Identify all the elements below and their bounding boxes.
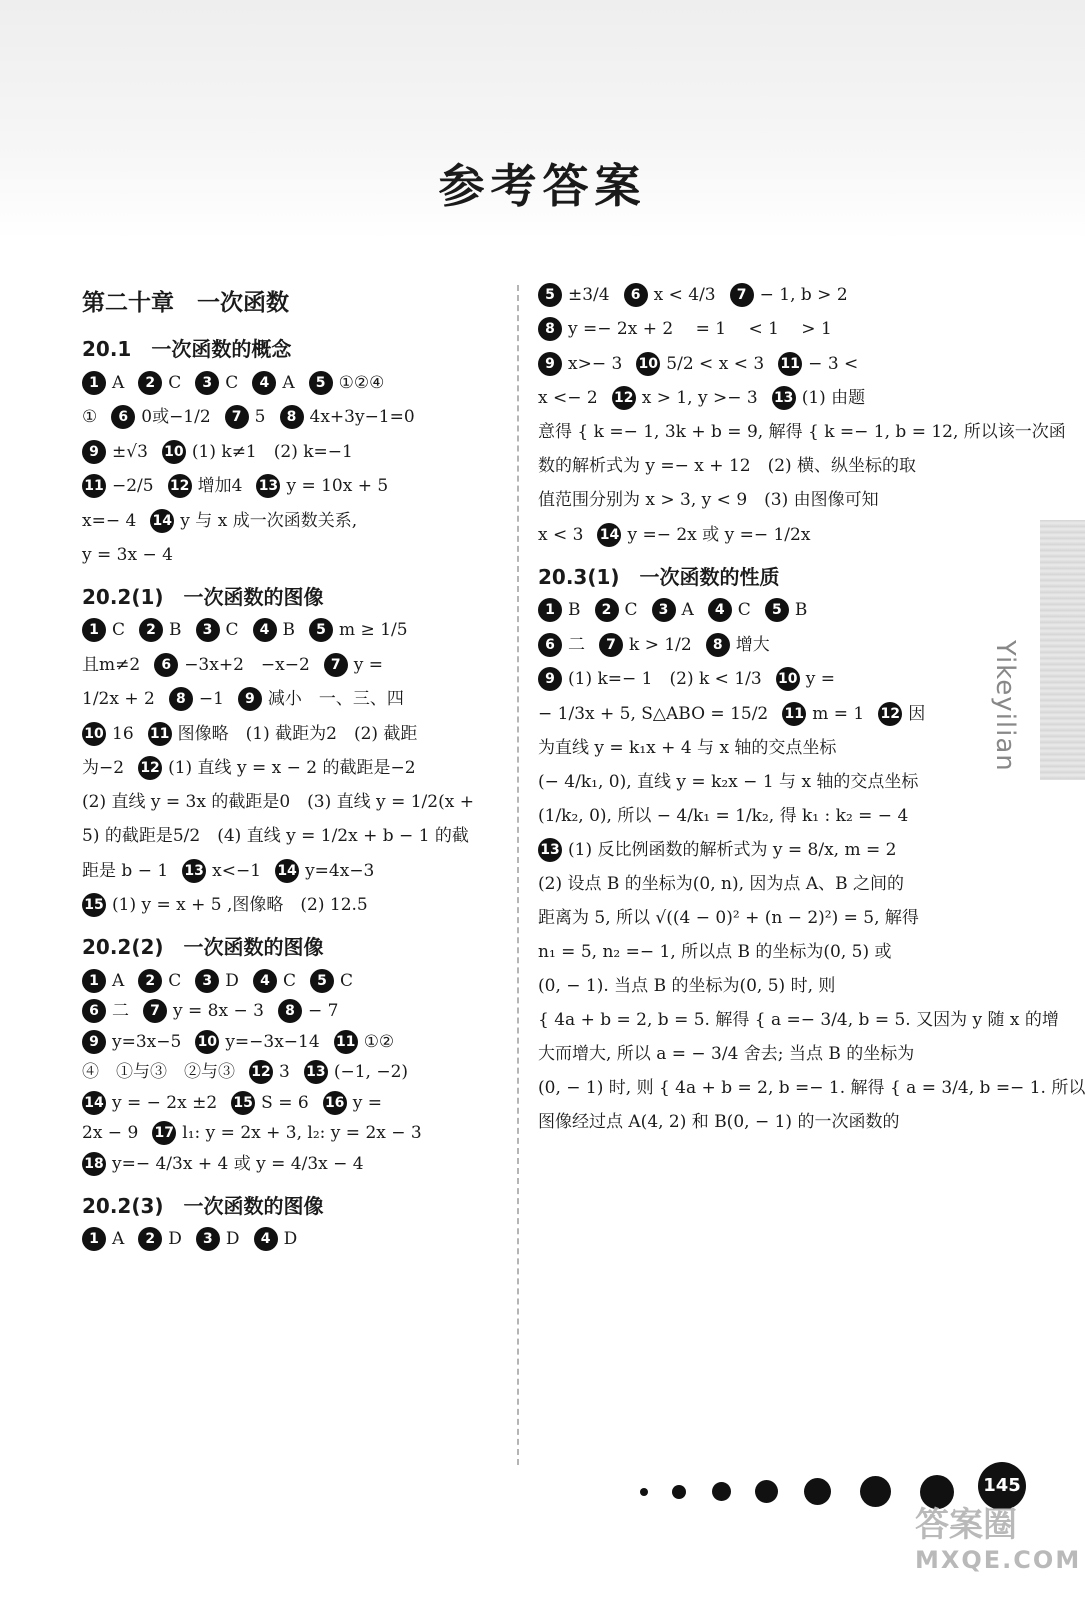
answer-text: y =− 2x + 2 = 1 < 1 > 1 — [568, 319, 832, 339]
decor-dot — [860, 1476, 891, 1507]
answer-text: y = — [352, 1092, 382, 1113]
answer-line: (2) 直线 y = 3x 的截距是0 (3) 直线 y = 1/2(x + — [82, 792, 474, 812]
answer-line — [82, 1227, 502, 1252]
answer-line — [82, 1121, 502, 1146]
answer-text: (1) 直线 y = x − 2 的截距是−2 — [168, 758, 416, 778]
answer-text: x <− 2 — [538, 388, 598, 408]
answer-text: x<−1 — [212, 860, 262, 881]
answer-text: 图像略 (1) 截距为2 (2) 截距 — [177, 723, 418, 744]
answer-text: y=−3x−14 — [225, 1031, 320, 1052]
question-number-badge: 1 — [82, 618, 106, 642]
section-title: 20.2(1) 一次函数的图像 — [82, 584, 324, 609]
question-number-badge: 6 — [538, 633, 562, 657]
question-number-badge: 6 — [154, 653, 178, 677]
answer-line: 数的解析式为 y =− x + 12 (2) 横、纵坐标的取 — [538, 456, 917, 476]
answer-text: (1) y = x + 5 ,图像略 (2) 12.5 — [112, 895, 368, 915]
answer-text: −3x+2 −x−2 — [184, 654, 310, 675]
answer-line — [82, 893, 502, 918]
question-number-badge: 11 — [782, 702, 806, 726]
question-number-badge: 8 — [280, 405, 304, 429]
section-title: 20.2(2) 一次函数的图像 — [82, 935, 324, 959]
answer-line — [82, 968, 502, 993]
question-number-badge: 14 — [597, 523, 621, 547]
section-title: 20.2(3) 一次函数的图像 — [82, 1193, 324, 1218]
question-number-badge: 8 — [169, 687, 193, 711]
answer-text: B — [169, 620, 182, 640]
answer-line — [82, 756, 502, 781]
answer-text: − 1, b > 2 — [759, 284, 848, 305]
question-number-badge: 12 — [168, 474, 192, 498]
page-title: 参考答案 — [438, 159, 647, 213]
answer-text: 且m≠2 — [82, 654, 141, 675]
question-number-badge: 11 — [148, 722, 172, 746]
answer-text: S = 6 — [261, 1092, 309, 1113]
question-number-badge: 17 — [152, 1121, 176, 1145]
answer-line: y = 3x − 4 — [82, 544, 173, 565]
answer-line — [82, 370, 502, 395]
question-number-badge: 4 — [253, 618, 277, 642]
answer-text: C — [225, 372, 239, 393]
answer-text: C — [339, 970, 353, 991]
answer-line: (0, − 1) 时, 则 { 4a + b = 2, b =− 1. 解得 { a = 3/4, b =− 1. 所以 — [538, 1078, 1085, 1098]
decor-dot — [920, 1475, 954, 1509]
answer-line: { 4a + b = 2, b = 5. 解得 { a =− 3/4, b = 5. 又因为 y 随 x 的增 — [538, 1010, 1059, 1030]
answer-text: ① — [82, 407, 98, 427]
answer-text: B — [282, 620, 296, 640]
answer-text: A — [282, 372, 295, 393]
decor-dot — [672, 1485, 686, 1499]
question-number-badge: 7 — [143, 999, 167, 1023]
answer-text: 5 — [254, 407, 266, 427]
question-number-badge: 3 — [652, 598, 676, 622]
question-number-badge: 6 — [624, 283, 648, 307]
question-number-badge: 4 — [252, 371, 276, 395]
answer-line: 5) 的截距是5/2 (4) 直线 y = 1/2x + b − 1 的截 — [82, 826, 469, 846]
question-number-badge: 10 — [195, 1030, 219, 1054]
answer-text: y=3x−5 — [112, 1031, 182, 1052]
side-brand-text: Yikeyilian — [990, 640, 1020, 772]
section-title: 20.1 一次函数的概念 — [82, 337, 292, 361]
question-number-badge: 11 — [82, 474, 106, 498]
answer-text: y 与 x 成一次函数关系, — [180, 510, 358, 531]
answer-text: (1) 反比例函数的解析式为 y = 8/x, m = 2 — [568, 840, 897, 860]
answer-line — [82, 474, 502, 499]
question-number-badge: 6 — [82, 999, 106, 1023]
watermark-en: MXQE.COM — [915, 1546, 1082, 1574]
question-number-badge: 13 — [304, 1060, 328, 1084]
answer-text: y = 8x − 3 — [173, 1001, 264, 1021]
answer-line — [538, 522, 958, 547]
question-number-badge: 13 — [182, 859, 206, 883]
answer-line — [82, 508, 502, 533]
question-number-badge: 3 — [196, 618, 220, 642]
answer-text: y =− 2x 或 y =− 1/2x — [627, 524, 811, 545]
answer-text: −2/5 — [112, 476, 154, 496]
question-number-badge: 2 — [138, 969, 162, 993]
answer-line: n₁ = 5, n₂ =− 1, 所以点 B 的坐标为(0, 5) 或 — [538, 942, 892, 962]
chapter-title: 第二十章 一次函数 — [82, 290, 289, 316]
question-number-badge: 13 — [772, 386, 796, 410]
question-number-badge: 2 — [595, 598, 619, 622]
answer-text: 16 — [112, 723, 134, 744]
question-number-badge: 13 — [538, 838, 562, 862]
answer-text: x < 4/3 — [653, 284, 716, 305]
decor-dot — [640, 1488, 648, 1496]
question-number-badge: 14 — [150, 509, 174, 533]
question-number-badge: 10 — [776, 667, 800, 691]
question-number-badge: 7 — [324, 653, 348, 677]
answer-text: m ≥ 1/5 — [339, 620, 408, 640]
answer-text: 1/2x + 2 — [82, 689, 155, 709]
answer-text: C — [112, 620, 126, 640]
answer-text: 距是 b − 1 — [82, 860, 169, 881]
answer-line — [82, 405, 502, 430]
answer-text: ±3/4 — [568, 284, 610, 305]
answer-line: (0, − 1). 当点 B 的坐标为(0, 5) 时, 则 — [538, 976, 836, 996]
answer-text: 4x+3y−1=0 — [309, 407, 415, 427]
question-number-badge: 5 — [538, 283, 562, 307]
question-number-badge: 10 — [636, 352, 660, 376]
answer-text: y = — [353, 654, 384, 675]
answer-text: 3 — [279, 1062, 290, 1082]
decor-dot — [755, 1480, 778, 1503]
answer-text: x < 3 — [538, 524, 584, 545]
question-number-badge: 5 — [310, 969, 334, 993]
question-number-badge: 4 — [254, 1227, 278, 1251]
answer-text: (1) k≠1 (2) k=−1 — [191, 441, 353, 462]
answer-line — [82, 1029, 502, 1054]
answer-line — [538, 598, 958, 623]
answer-text: 为−2 — [82, 758, 125, 778]
question-number-badge: 3 — [196, 1227, 220, 1251]
question-number-badge: 1 — [82, 969, 106, 993]
answer-line: 值范围分别为 x > 3, y < 9 (3) 由图像可知 — [538, 490, 879, 510]
question-number-badge: 12 — [138, 756, 162, 780]
answer-line: 为直线 y = k₁x + 4 与 x 轴的交点坐标 — [538, 737, 837, 758]
answer-text: ①②④ — [338, 372, 385, 393]
question-number-badge: 2 — [138, 371, 162, 395]
answer-text: C — [168, 372, 182, 393]
question-number-badge: 7 — [730, 283, 754, 307]
answer-line — [82, 721, 502, 746]
answer-text: 2x − 9 — [82, 1123, 139, 1143]
question-number-badge: 15 — [231, 1091, 255, 1115]
answer-text: m = 1 — [812, 703, 865, 724]
answer-text: 5/2 < x < 3 — [666, 353, 765, 374]
answer-line — [538, 838, 958, 863]
question-number-badge: 8 — [278, 999, 302, 1023]
answer-line: (1/k₂, 0), 所以 − 4/k₁ = 1/k₂, 得 k₁ : k₂ = − 4 — [538, 805, 909, 826]
answer-line — [82, 687, 502, 712]
answer-line — [538, 282, 958, 307]
answer-text: (1) 由题 — [801, 388, 866, 408]
question-number-badge: 9 — [538, 667, 562, 691]
decor-dot — [712, 1482, 731, 1501]
question-number-badge: 12 — [249, 1060, 273, 1084]
answer-line — [82, 858, 502, 883]
answer-text: ④ ①与③ ②与③ — [82, 1062, 235, 1082]
answer-text: x > 1, y >− 3 — [641, 388, 758, 408]
answer-line — [538, 351, 958, 376]
answer-line — [82, 999, 502, 1024]
question-number-badge: 9 — [538, 352, 562, 376]
column-divider — [517, 285, 519, 1465]
answer-text: − 7 — [307, 1001, 339, 1021]
question-number-badge: 2 — [138, 1227, 162, 1251]
answer-text: C — [225, 620, 239, 640]
question-number-badge: 1 — [82, 371, 106, 395]
answer-line — [538, 667, 958, 692]
question-number-badge: 11 — [334, 1030, 358, 1054]
answer-text: −1 — [198, 689, 224, 709]
answer-text: D — [225, 970, 239, 991]
question-number-badge: 16 — [323, 1091, 347, 1115]
question-number-badge: 12 — [878, 702, 902, 726]
answer-text: ①② — [363, 1031, 395, 1052]
answer-line: 大而增大, 所以 a = − 3/4 舍去; 当点 B 的坐标为 — [538, 1044, 915, 1064]
question-number-badge: 5 — [765, 598, 789, 622]
answer-text: y=4x−3 — [305, 860, 375, 881]
question-number-badge: 8 — [706, 633, 730, 657]
question-number-badge: 4 — [253, 969, 277, 993]
answer-text: 0或−1/2 — [141, 407, 211, 427]
question-number-badge: 15 — [82, 893, 106, 917]
question-number-badge: 4 — [708, 598, 732, 622]
watermark-cn: 答案圈 — [915, 1505, 1017, 1545]
answer-line: 图像经过点 A(4, 2) 和 B(0, − 1) 的一次函数的 — [538, 1112, 900, 1132]
question-number-badge: 5 — [309, 371, 333, 395]
answer-line: 意得 { k =− 1, 3k + b = 9, 解得 { k =− 1, b = 12, 所以该一次函 — [538, 422, 1066, 442]
answer-line — [538, 632, 958, 657]
answer-text: C — [737, 600, 751, 620]
answer-text: A — [681, 600, 694, 620]
answer-line — [538, 701, 958, 726]
decor-dot — [804, 1478, 831, 1505]
question-number-badge: 7 — [599, 633, 623, 657]
answer-text: 减小 一、三、四 — [267, 689, 404, 709]
question-number-badge: 10 — [162, 440, 186, 464]
question-number-badge: 5 — [309, 618, 333, 642]
question-number-badge: 14 — [82, 1091, 106, 1115]
answer-line: 距离为 5, 所以 √((4 − 0)² + (n − 2)²) = 5, 解得 — [538, 908, 919, 928]
answer-text: y=− 4/3x + 4 或 y = 4/3x − 4 — [112, 1153, 364, 1174]
answer-text: − 3 < — [808, 353, 859, 374]
answer-line: (− 4/k₁, 0), 直线 y = k₂x − 1 与 x 轴的交点坐标 — [538, 771, 919, 792]
question-number-badge: 11 — [778, 352, 802, 376]
question-number-badge: 2 — [139, 618, 163, 642]
answer-text: y = 10x + 5 — [286, 476, 389, 496]
answer-text: y = — [805, 669, 835, 689]
answer-text: B — [794, 600, 808, 620]
answer-text: (1) k=− 1 (2) k < 1/3 — [568, 669, 762, 689]
answer-line — [82, 1060, 502, 1085]
question-number-badge: 8 — [538, 317, 562, 341]
question-number-badge: 9 — [82, 1030, 106, 1054]
answer-text: 二 — [568, 634, 585, 655]
question-number-badge: 1 — [82, 1227, 106, 1251]
answer-text: A — [112, 970, 125, 991]
answer-text: 增加4 — [197, 476, 243, 496]
question-number-badge: 3 — [195, 371, 219, 395]
question-number-badge: 12 — [612, 386, 636, 410]
answer-text: k > 1/2 — [629, 634, 692, 655]
answer-text: 增大 — [735, 634, 770, 655]
answer-line — [538, 317, 958, 342]
section-title: 20.3(1) 一次函数的性质 — [538, 564, 780, 589]
answer-text: B — [568, 600, 581, 620]
answer-line: (2) 设点 B 的坐标为(0, n), 因为点 A、B 之间的 — [538, 874, 905, 894]
answer-line — [538, 386, 958, 411]
answer-text: A — [112, 372, 125, 393]
answer-text: C — [282, 970, 296, 991]
answer-line — [82, 1151, 502, 1176]
watermark — [915, 1505, 1081, 1575]
question-number-badge: 10 — [82, 722, 106, 746]
page-number: 145 — [978, 1462, 1026, 1510]
left-column — [82, 282, 502, 1261]
question-number-badge: 9 — [238, 687, 262, 711]
answer-text: y = − 2x ±2 — [112, 1092, 218, 1113]
answer-text: D — [225, 1229, 240, 1249]
question-number-badge: 3 — [195, 969, 219, 993]
answer-text: 二 — [112, 1001, 129, 1021]
answer-text: C — [168, 970, 182, 991]
answer-text: l₁: y = 2x + 3, l₂: y = 2x − 3 — [182, 1123, 422, 1143]
question-number-badge: 7 — [225, 405, 249, 429]
answer-text: x>− 3 — [568, 353, 623, 374]
answer-text: D — [283, 1229, 298, 1249]
question-number-badge: 9 — [82, 440, 106, 464]
answer-text: C — [624, 600, 638, 620]
page-edge-strip — [1040, 520, 1085, 780]
question-number-badge: 6 — [111, 405, 135, 429]
answer-text: 因 — [908, 703, 926, 724]
answer-line — [82, 439, 502, 464]
answer-text: A — [112, 1229, 125, 1249]
answer-line — [82, 652, 502, 677]
answer-text: ±√3 — [112, 441, 148, 462]
question-number-badge: 14 — [275, 859, 299, 883]
answer-line — [82, 1090, 502, 1115]
answer-text: (−1, −2) — [333, 1062, 409, 1082]
question-number-badge: 18 — [82, 1152, 106, 1176]
question-number-badge: 13 — [256, 474, 280, 498]
answer-text: D — [168, 1229, 182, 1249]
answer-text: x=− 4 — [82, 510, 137, 531]
question-number-badge: 1 — [538, 598, 562, 622]
answer-line — [82, 618, 502, 643]
answer-text: − 1/3x + 5, S△ABO = 15/2 — [538, 703, 769, 724]
